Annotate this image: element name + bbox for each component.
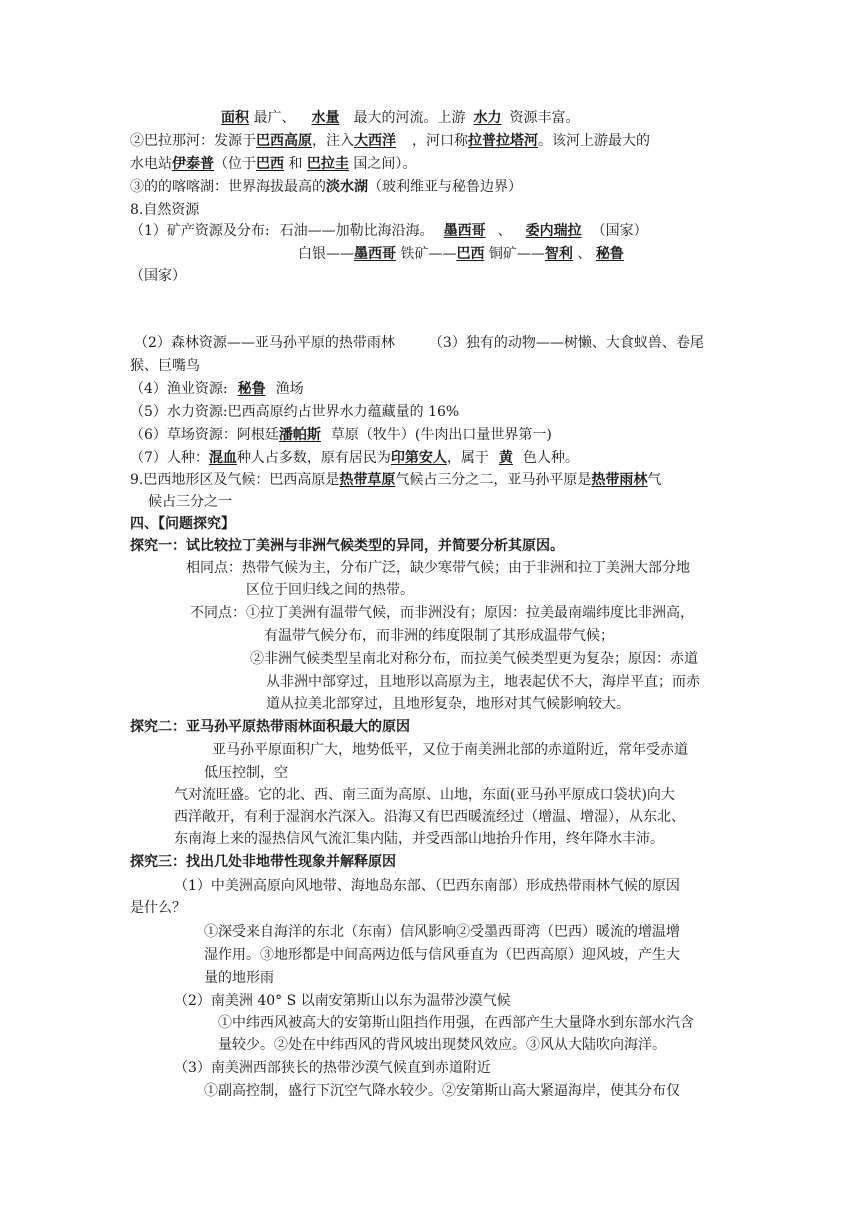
brazil-climate-line-2: 候占三分之一: [148, 494, 232, 510]
blank-answer: 智利: [544, 246, 573, 262]
text: （位于: [214, 156, 256, 172]
text: 铁矿——: [396, 246, 457, 262]
fishery-line: [130, 379, 304, 399]
forest-animals-line: [134, 333, 704, 353]
blank-answer: 热带雨林: [591, 472, 648, 488]
inquiry-1-line: ②非洲气候类型呈南北对称分布，而拉美气候类型更为复杂；原因：赤道: [250, 651, 698, 667]
text: 种人占多数，原有居民为: [236, 450, 391, 466]
inquiry-1-line: 有温带气候分布，而非洲的纬度限制了其形成温带气候；: [264, 628, 614, 644]
text: （3）独有的动物——树懒、大食蚁兽、卷尾: [428, 335, 704, 351]
titicaca-line: [130, 177, 522, 197]
inquiry-3-line: （1）中美洲高原向风地带、海地岛东部、（巴西东南部）形成热带雨林气候的原因: [174, 878, 680, 894]
text: 国之间）。: [348, 156, 417, 172]
blank-answer: 伊泰普: [172, 156, 214, 172]
blank-answer: 委内瑞拉: [525, 223, 582, 239]
blank-answer: 巴西: [456, 246, 485, 262]
text: （玻利维亚与秘鲁边界）: [368, 179, 522, 195]
blank-answer: 黄: [498, 450, 513, 466]
inquiry-3-line: （2）南美洲 40° S 以南安第斯山以东为温带沙漠气候: [174, 993, 511, 1009]
inquiry-2-title: 探究二：亚马孙平原热带雨林面积最大的原因: [130, 719, 410, 735]
pasture-line: [130, 425, 552, 445]
text: （4）渔业资源:: [130, 381, 228, 397]
bold-answer: 淡水湖: [326, 179, 368, 195]
blank-answer: 拉普拉塔河: [468, 133, 538, 149]
text: （国家）: [591, 223, 648, 239]
blank-answer: 潘帕斯: [278, 427, 321, 443]
inquiry-2-line: 东南海上来的湿热信风气流汇集内陆，并受西部山地抬升作用，终年降水丰沛。: [174, 831, 664, 847]
text: （2）森林资源——亚马孙平原的热带雨林: [134, 335, 395, 351]
text: 最广、: [249, 110, 296, 126]
text: 、: [572, 246, 596, 262]
hydro-line: （5）水力资源:巴西高原约占世界水力蕴藏量的 16%: [130, 404, 460, 420]
inquiry-1-line: 道从拉美北部穿过，且地形复杂，地形对其气候影响较大。: [266, 696, 630, 712]
inquiry-1-line: 相同点：热带气候为主，分布广泛，缺少寒带气候；由于非洲和拉丁美洲大部分地: [186, 560, 690, 576]
blank-answer: 秘鲁: [237, 381, 266, 397]
text: 白银——: [298, 246, 354, 262]
text: 色人种。: [522, 450, 579, 466]
blank-answer: 墨西哥: [443, 223, 486, 239]
hydropower-line: [130, 154, 416, 174]
inquiry-2-line: 亚马孙平原面积广大，地势低平，又位于南美洲北部的赤道附近，常年受赤道: [212, 742, 688, 758]
inquiry-3-title: 探究三：找出几处非地带性现象并解释原因: [130, 854, 396, 870]
text: 气候占三分之二，亚马孙平原是: [395, 472, 592, 488]
text: 资源丰富。: [509, 110, 580, 126]
animals-line-2: 猴、巨嘴鸟: [130, 358, 200, 374]
inquiry-2-line: 低压控制，空: [204, 765, 288, 781]
race-line: [130, 448, 579, 468]
blank-answer: 墨西哥: [354, 246, 396, 262]
text: ，属于: [446, 450, 489, 466]
text: 9.巴西地形区及气候：巴西高原是: [130, 472, 340, 488]
text: 铜矿——: [484, 246, 545, 262]
text: 、: [497, 223, 512, 239]
inquiry-3-line: ①中纬西风被高大的安第斯山阻挡作用强，在西部产生大量降水到东部水汽含: [218, 1015, 694, 1031]
blank-answer: 印第安人: [390, 450, 447, 466]
inquiry-3-line: ①深受来自海洋的东北（东南）信风影响②受墨西哥湾（巴西）暖流的增温增: [204, 924, 680, 940]
inquiry-3-line: 量较少。②处在中纬西风的背风坡出现焚风效应。③风从大陆吹向海洋。: [218, 1037, 666, 1053]
text: 水电站: [130, 156, 172, 172]
inquiry-2-line: 西洋敞开，有利于湿润水汽深入。沿海又有巴西暖流经过（增温、增湿），从东北、: [174, 809, 685, 825]
inquiry-3-line: ①副高控制，盛行下沉空气降水较少。②安第斯山高大紧逼海岸，使其分布仅: [204, 1083, 680, 1099]
text: （1）矿产资源及分布:: [130, 223, 270, 239]
text: 渔场: [275, 381, 304, 397]
blank-answer: 秘鲁: [595, 246, 624, 262]
blank-answer: 巴西高原: [256, 133, 312, 149]
rivers-line-1: [221, 108, 579, 128]
inquiry-3-line: （3）南美洲西部狭长的热带沙漠气候直到赤道附近: [174, 1060, 491, 1076]
blank-answer: 水量: [311, 110, 340, 126]
inquiry-2-line: 气对流旺盛。它的北、西、南三面为高原、山地，东面(亚马孙平原成口袋状)向大: [174, 787, 675, 803]
text: 和: [284, 156, 307, 172]
blank-answer: 巴西: [256, 156, 284, 172]
text: ，河口称: [412, 133, 468, 149]
text: 最大的河流。上游: [353, 110, 466, 126]
minerals-line-2: [298, 244, 624, 264]
text: ③的的喀喀湖：世界海拔最高的: [130, 179, 326, 195]
blank-answer: 热带草原: [339, 472, 396, 488]
inquiry-1-line: 从非洲中部穿过，且地形以高原为主，地表起伏不大，海岸平直；而赤: [266, 674, 700, 690]
text: 气: [647, 472, 662, 488]
section-4-title: 四、【问题探究】: [130, 516, 235, 532]
blank-answer: 面积: [221, 110, 249, 126]
inquiry-3-line: 是什么？: [130, 900, 186, 916]
minerals-line-1: [130, 221, 648, 241]
inquiry-1-line: 区位于回归线之间的热带。: [246, 582, 414, 598]
text: ，注入: [312, 133, 354, 149]
text: （7）人种：: [130, 450, 209, 466]
text: ②巴拉那河：发源于: [130, 133, 256, 149]
blank-answer: 混血: [208, 450, 237, 466]
text: 石油——加勒比海沿海。: [279, 223, 434, 239]
parana-river-line: [130, 131, 650, 151]
blank-answer: 巴拉圭: [306, 156, 349, 172]
inquiry-3-line: 量的地形雨: [204, 970, 274, 986]
text: 草原（牧牛）(牛肉出口量世界第一): [330, 427, 552, 443]
blank-answer: 大西洋: [354, 133, 396, 149]
minerals-line-3: （国家）: [130, 268, 186, 284]
text: 。该河上游最大的: [538, 133, 650, 149]
inquiry-1-line: 不同点：①拉丁美洲有温带气候，而非洲没有；原因：拉美最南端纬度比非洲高，: [190, 605, 694, 621]
text: （6）草场资源：阿根廷: [130, 427, 279, 443]
blank-answer: 水力: [473, 110, 502, 126]
inquiry-3-line: 湿作用。③地形都是中间高两边低与信风垂直为（巴西高原）迎风坡，产生大: [204, 947, 680, 963]
section-8-title: 8.自然资源: [130, 202, 200, 218]
inquiry-1-title: 探究一：试比较拉丁美洲与非洲气候类型的异同，并简要分析其原因。: [130, 538, 564, 554]
brazil-climate-line-1: [130, 470, 661, 490]
